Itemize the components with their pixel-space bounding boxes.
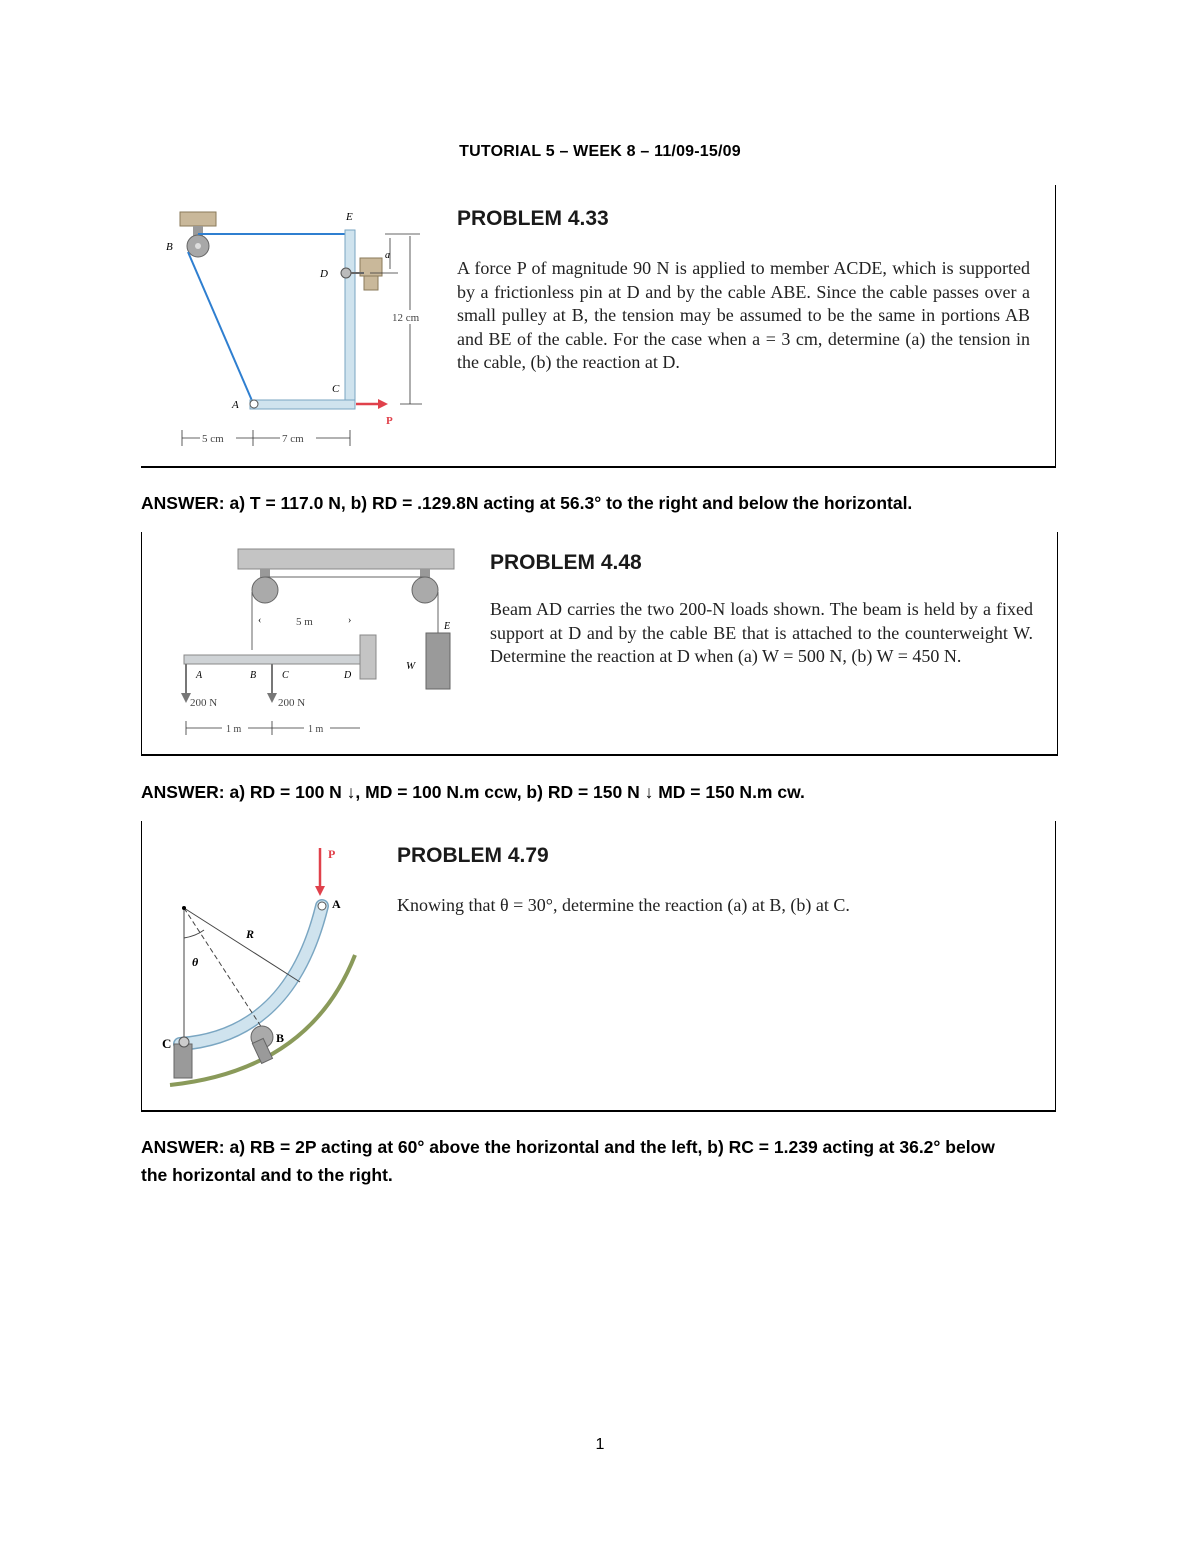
label-e: E <box>346 211 353 223</box>
label-b-79: B <box>276 1031 285 1045</box>
label-p-79: P <box>328 847 336 861</box>
label-e-48: E <box>444 621 451 632</box>
load-1: 200 N <box>190 697 218 709</box>
label-5m: 5 m <box>296 616 313 628</box>
label-b: B <box>166 241 173 253</box>
problem-4-48-text: Beam AD carries the two 200-N loads shown. The beam is held by a fixed support at D and by the cable BE that is attached to the counterweight W. Determine the reaction at D when (a) W = 500 N, (b) W = 450 N. <box>490 599 1033 666</box>
problem-4-33-figure <box>160 200 450 460</box>
label-p: P <box>386 415 393 427</box>
label-7cm: 7 cm <box>282 433 304 445</box>
problem-4-79-figure <box>160 840 380 1090</box>
label-d: D <box>320 268 328 280</box>
page-title: TUTORIAL 5 – WEEK 8 – 11/09-15/09 <box>459 143 741 160</box>
problem-4-33-heading: PROBLEM 4.33 <box>457 207 609 230</box>
label-a-48: A <box>196 670 203 681</box>
label-d-48: D <box>344 670 352 681</box>
svg-text:›: › <box>348 615 352 626</box>
dim-1m-b: 1 m <box>308 724 324 735</box>
svg-text:‹: ‹ <box>258 615 262 626</box>
label-a-dim: a <box>385 250 390 261</box>
label-c: C <box>332 383 340 395</box>
label-b-48: B <box>250 670 257 681</box>
problem-4-33-answer: ANSWER: a) T = 117.0 N, b) RD = .129.8N acting at 56.3° to the right and below the horizontal. <box>141 493 913 513</box>
page-number: 1 <box>595 1436 605 1453</box>
label-w: W <box>406 660 416 672</box>
label-c-79: C <box>162 1036 172 1051</box>
label-5cm: 5 cm <box>202 433 224 445</box>
problem-4-79-heading: PROBLEM 4.79 <box>397 844 549 867</box>
problem-4-48-figure <box>170 545 460 745</box>
label-c-48: C <box>282 670 289 681</box>
label-a: A <box>232 399 239 411</box>
dim-1m-a: 1 m <box>226 724 242 735</box>
label-a-79: A <box>332 897 341 911</box>
label-theta: θ <box>192 955 199 969</box>
problem-4-48-answer: ANSWER: a) RD = 100 N ↓, MD = 100 N.m ccw, b) RD = 150 N ↓ MD = 150 N.m cw. <box>141 782 805 802</box>
problem-4-79-text: Knowing that θ = 30°, determine the reaction (a) at B, (b) at C. <box>397 895 850 915</box>
label-r: R <box>246 927 255 941</box>
problem-4-79-answer-line2: the horizontal and to the right. <box>141 1165 393 1185</box>
load-2: 200 N <box>278 697 306 709</box>
label-12cm: 12 cm <box>392 312 420 324</box>
problem-4-33-text: A force P of magnitude 90 N is applied to member ACDE, which is supported by a frictionless pin at D and by the cable ABE. Since the cable passes over a small pulley at B, the tension may be assumed to be the same in portions AB and BE of the cable. For the case when a = 3 cm, determine (a) the tension in the cable, (b) the reaction at D. <box>457 258 1030 372</box>
problem-4-79-answer-line1: ANSWER: a) RB = 2P acting at 60° above the horizontal and the left, b) RC = 1.239 acting at 36.2° below <box>141 1137 995 1157</box>
problem-4-48-heading: PROBLEM 4.48 <box>490 551 642 574</box>
